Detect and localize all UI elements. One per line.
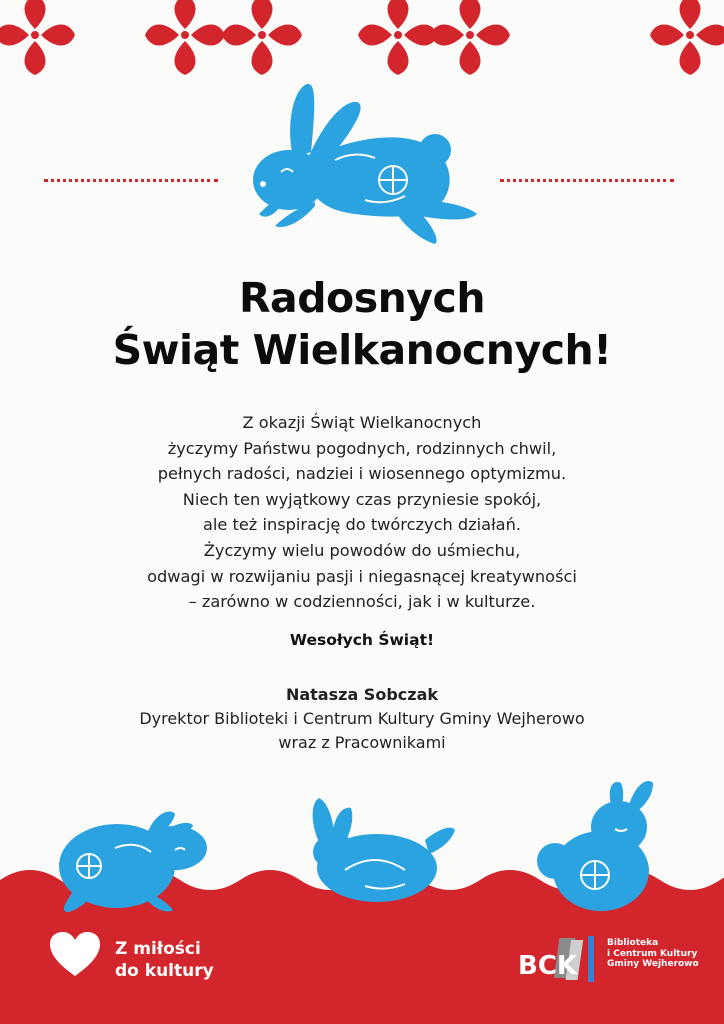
message-body xyxy=(0,410,724,615)
message-line: odwagi w rozwijaniu pasji i niegasnącej kreatywności xyxy=(147,566,577,586)
logo-line-3: Gminy Wejherowo xyxy=(607,959,699,969)
red-flower-icon xyxy=(0,0,75,75)
dotted-divider-left xyxy=(44,179,218,182)
bck-logo xyxy=(518,934,602,984)
signature-role: Dyrektor Biblioteki i Centrum Kultury Gminy Wejherowo xyxy=(139,709,585,728)
logo-text xyxy=(607,938,699,970)
message-line: życzymy Państwu pogodnych, rodzinnych chwil, xyxy=(167,438,557,458)
dotted-divider-right xyxy=(500,179,674,182)
red-flower-icon xyxy=(145,0,225,75)
red-flower-icon xyxy=(650,0,724,75)
message-line: ale też inspirację do twórczych działań. xyxy=(202,515,522,535)
signature-name: Natasza Sobczak xyxy=(285,685,439,704)
blue-bunny-icon xyxy=(245,80,485,250)
logo-line-2: i Centrum Kultury xyxy=(607,948,698,959)
heart-icon xyxy=(50,932,100,978)
top-flower-pattern xyxy=(0,0,724,75)
logo-initials: BCK xyxy=(518,951,578,981)
title-line-1: Radosnych xyxy=(238,274,486,322)
page-title xyxy=(0,272,724,376)
signature xyxy=(0,683,724,755)
message-line: Z okazji Świąt Wielkanocnych xyxy=(242,413,482,432)
slogan-line-2: do kultury xyxy=(115,961,214,981)
message-line: Życzymy wielu powodów do uśmiechu, xyxy=(203,540,521,560)
red-flower-icon xyxy=(358,0,438,75)
title-line-2: Świąt Wielkanocnych! xyxy=(112,326,612,374)
blue-bunny-icon xyxy=(535,775,660,915)
footer-slogan xyxy=(115,938,214,982)
red-flower-icon xyxy=(430,0,510,75)
blue-bunny-icon xyxy=(305,790,460,910)
blue-bunny-icon xyxy=(55,808,220,918)
logo-line-1: Biblioteka xyxy=(607,938,659,948)
signature-with: wraz z Pracownikami xyxy=(278,733,446,752)
message-line: Niech ten wyjątkowy czas przyniesie spokój, xyxy=(182,489,542,509)
message-line: pełnych radości, nadziei i wiosennego optymizmu. xyxy=(157,464,567,484)
slogan-line-1: Z miłości xyxy=(115,939,201,959)
message-line: – zarówno w codzienności, jak i w kulturze. xyxy=(188,592,536,612)
red-flower-icon xyxy=(222,0,302,75)
greeting: Wesołych Świąt! xyxy=(289,631,435,649)
